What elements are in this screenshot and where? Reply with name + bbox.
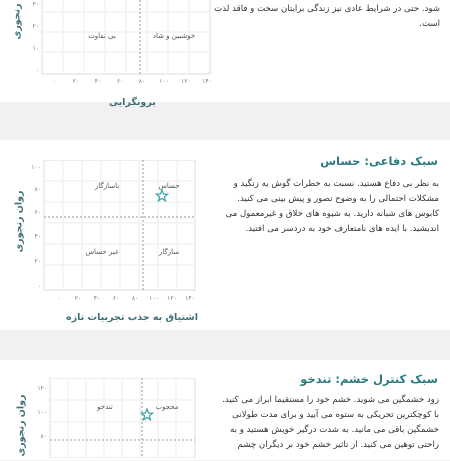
x-axis-title: برونگرایی <box>109 97 156 108</box>
y-tick: ۸۰ <box>34 186 41 193</box>
chart-extraversion <box>22 0 212 90</box>
y-axis-title: رنجوری <box>11 3 23 40</box>
y-axis-title: روان رنجوری <box>13 190 25 253</box>
y-tick: ۱۰۰ <box>31 164 41 171</box>
x-tick: ۱۰۰ <box>149 295 159 302</box>
y-tick: ۱۰۰ <box>37 409 47 416</box>
quadrant-label: غیر حساس <box>85 248 119 256</box>
x-tick: ۱۴۰ <box>185 295 195 302</box>
chart-anger-style <box>22 378 197 458</box>
chart-defense-style <box>22 160 197 305</box>
quadrant-label: سازگار <box>158 248 180 256</box>
y-tick: ۸۰ <box>40 433 47 440</box>
x-tick: ۶۰ <box>112 295 120 302</box>
quadrant-label: حساس <box>158 182 180 190</box>
section-title: سبک دفاعی: حساس <box>320 154 438 168</box>
y-tick: ۲۰ <box>32 23 39 30</box>
y-tick: ۳۰ <box>32 1 39 8</box>
y-tick: ۱۰ <box>32 45 39 52</box>
y-tick: ۴۰ <box>34 233 41 240</box>
x-tick: ۸۰ <box>138 78 146 85</box>
x-tick: ۶۰ <box>116 78 124 85</box>
x-tick: ۲۰ <box>74 295 82 302</box>
x-tick: ۲۰ <box>72 78 80 85</box>
quadrant-label: ناسازگار <box>94 182 120 190</box>
y-axis-title: روان رنجوری <box>15 394 27 457</box>
quadrant-label: محجوب <box>155 403 179 411</box>
x-tick: ۴۰ <box>94 78 102 85</box>
section-description: زود خشمگین می شوید. خشم خود را مستقیما ابراز می کنید. با کوچکترین تحریکی به ستوه می آیید و برای مدت طولانی خشمگین باقی می مانید. به شدت درگیر خویش هستید و به راحتی توهین می کنید. از تاثیر خشم خود بر دیگران چشم <box>222 395 439 450</box>
quadrant-label: تندخو <box>97 403 113 411</box>
result-card-anger-style <box>0 360 450 460</box>
section-description: به نظر بی دفاع هستید. نسبت به خطرات گوش به زنگید و مشکلات احتمالی را به وضوح تصور و پیش بینی می کنید. کابوس های شبانه دارید. به شیوه های خلاق و غیرمعمول می اندیشید. با ایده های نامتعارف خود به دردسر می افتید. <box>225 179 439 234</box>
section-description: شود. حتی در شرایط عادی نیز زندگی برایتان سخت و فاقد لذت است. <box>214 4 440 29</box>
result-card-defense-style <box>0 140 450 330</box>
y-tick: ۶۰ <box>34 209 41 216</box>
x-tick: ۸۰ <box>131 295 139 302</box>
x-tick: ۰ <box>52 78 56 85</box>
quadrant-label: خوشبین و شاد <box>152 32 196 40</box>
y-tick: ۱۲۰ <box>37 385 47 392</box>
x-tick: ۴۰ <box>93 295 101 302</box>
x-tick: ۱۲۰ <box>167 295 177 302</box>
x-tick: ۱۰۰ <box>159 78 169 85</box>
y-tick: ۲۰ <box>34 258 41 265</box>
result-card-extraversion <box>0 0 450 108</box>
x-tick: ۱۴۰ <box>202 78 212 85</box>
quadrant-label: بی تفاوت <box>88 32 116 40</box>
x-tick: ۱۲۰ <box>181 78 191 85</box>
x-tick: ۰ <box>57 295 61 302</box>
section-title: سبک کنترل خشم: تندخو <box>300 372 438 386</box>
x-axis-title: اشتیاق به جذب تجربیات تازه <box>66 312 198 323</box>
y-tick: ۰ <box>35 67 39 74</box>
y-tick: ۰ <box>37 283 41 290</box>
